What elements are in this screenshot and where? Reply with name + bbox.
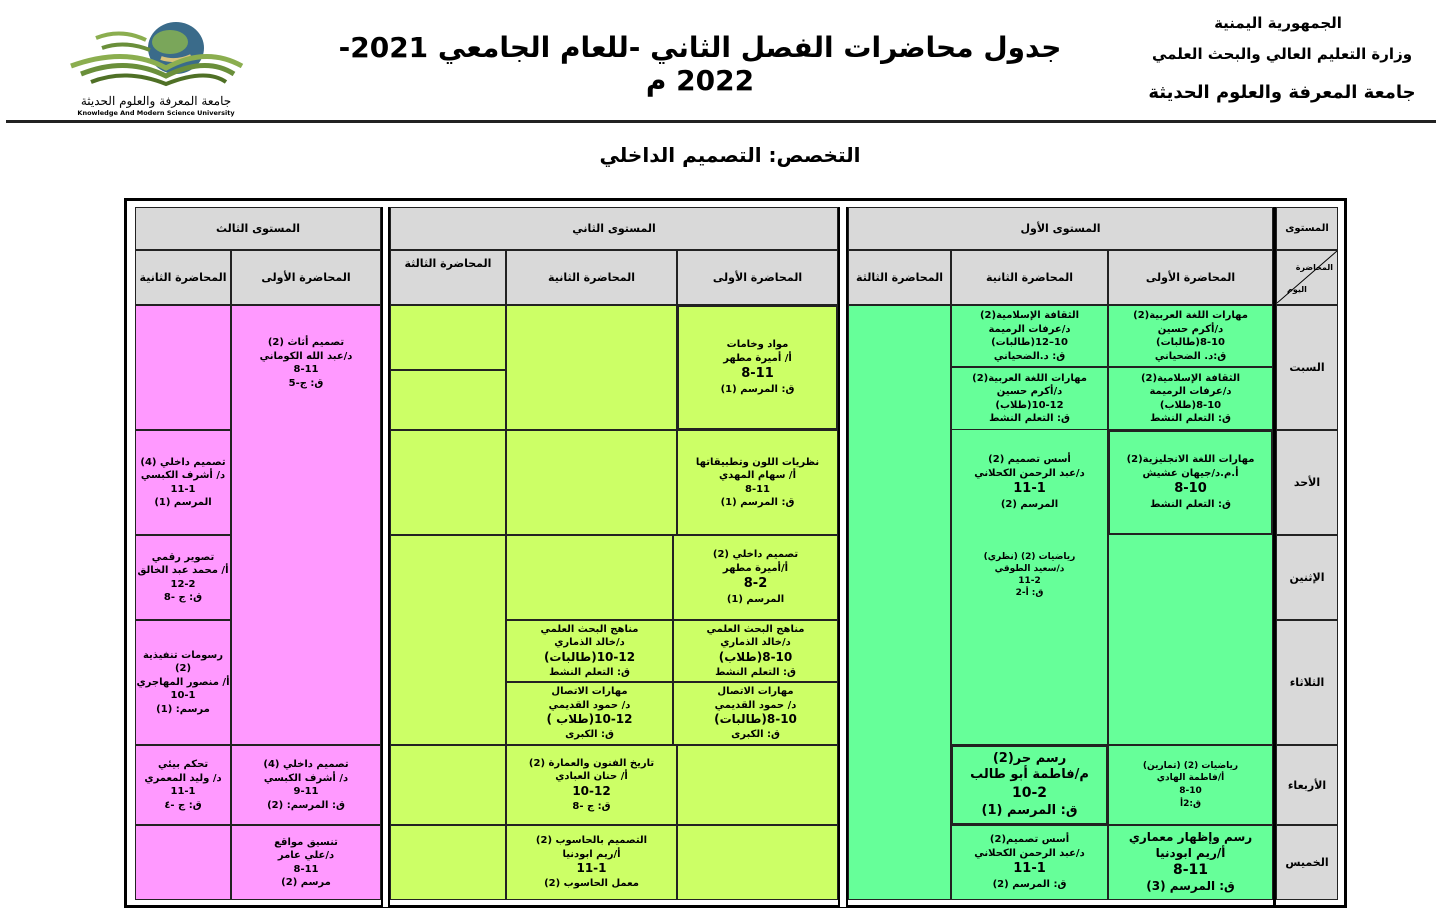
level-2-header: المستوى الثاني (390, 207, 838, 250)
l2-lec1-header: المحاضرة الأولى (677, 250, 838, 305)
l2-lec3-empty (390, 305, 506, 370)
l3-thu-lec2-empty (135, 825, 231, 900)
logo-english-text: Knowledge And Modern Science University (77, 109, 235, 117)
l3-lec1-header: المحاضرة الأولى (231, 250, 381, 305)
day-saturday: السبت (1276, 305, 1338, 430)
l3-wed-lec2: تحكم بيئي د/ وليد المعمري 11-1 ق: ج -٤ (135, 745, 231, 825)
l2-lec2-empty (506, 535, 673, 620)
l1-mon-tue-lec2: رياضيات (2) (نظري) د/سعيد الطوقي 11-2 ق: أ-2 (951, 535, 1108, 745)
l3-sat-lec1: تصميم أثاث (2) د/عبد الله الكوماني 8-11 ق: ج-5 (231, 305, 381, 745)
l1-wed-lec1: رياضيات (2) (تمارين) أ/فاطمة الهادي 8-10 ق:2أ (1108, 745, 1273, 825)
l2-lec3-empty (390, 430, 506, 535)
l1-thu-lec1: رسم وإظهار معماري أ/ريم ابودنيا 8-11 ق: المرسم (3) (1108, 825, 1273, 900)
page-title: جدول محاضرات الفصل الثاني -للعام الجامعي 2021-2022 م (338, 31, 1062, 97)
l2-lec2-empty (506, 305, 677, 430)
l3-thu-lec1: تنسيق مواقع د/علي عامر 8-11 مرسم (2) (231, 825, 381, 900)
l2-tue-lec2-b: مهارات الاتصال د/ حمود القديمي 10-12(طلاب ) ق: الكبرى (506, 682, 673, 745)
l2-tue-lec1-b: مهارات الاتصال د/ حمود القديمي 8-10(طالبات) ق: الكبرى (673, 682, 838, 745)
l1-lec1-header: المحاضرة الأولى (1108, 250, 1273, 305)
l1-lec3-header: المحاضرة الثالثة (848, 250, 951, 305)
day-tuesday: الثلاثاء (1276, 620, 1338, 745)
level-separator (381, 207, 390, 907)
l2-mon-lec1: تصميم داخلي (2) أ/أميرة مطهر 8-2 المرسم (1) (673, 535, 838, 620)
l2-lec2-header: المحاضرة الثانية (506, 250, 677, 305)
l3-sun-lec2: تصميم داخلي (4) د/ أشرف الكبسي 11-1 المرسم (1) (135, 430, 231, 535)
l1-sat-lec1-a: مهارات اللغة العربية(2) د/أكرم حسين 8-10(طالبات) ق:د. الضحياني (1108, 305, 1273, 367)
l2-tue-lec1-a: مناهج البحث العلمي د/خالد الذماري 8-10(طلاب) ق: التعلم النشط (673, 620, 838, 682)
logo-emblem-icon (66, 18, 246, 90)
l3-lec2-header: المحاضرة الثانية (135, 250, 231, 305)
l1-wed-lec2: رسم حر(2) م/فاطمة أبو طالب 10-2 ق: المرسم (1) (951, 745, 1108, 825)
l2-lec3-empty (390, 825, 506, 900)
l2-thu-lec1-empty (677, 825, 838, 900)
l3-sat-lec2-empty (135, 305, 231, 430)
l1-thu-lec2: أسس تصميم(2) د/عبد الرحمن الكحلاني 11-1 ق: المرسم (2) (951, 825, 1108, 900)
l1-sun-lec1: مهارات اللغة الانجليزية(2) أ.م.د/جيهان عشيش 8-10 ق: التعلم النشط (1108, 430, 1273, 535)
level-1-header: المستوى الأول (848, 207, 1273, 250)
l2-thu-lec2: التصميم بالحاسوب (2) أ/ريم ابودنيا 11-1 معمل الحاسوب (2) (506, 825, 677, 900)
logo-arabic-text: جامعة المعرفة والعلوم الحديثة (80, 94, 232, 108)
lecture-day-corner-cell (1276, 250, 1338, 305)
l2-sat-lec1: مواد وخامات أ/ أميرة مطهر 8-11 ق: المرسم (1) (677, 305, 838, 430)
day-monday: الإثنين (1276, 535, 1338, 620)
l2-lec3-header: المحاضرة الثالثة (390, 250, 506, 305)
l2-lec3-empty (390, 745, 506, 825)
level-separator (838, 207, 848, 907)
corner-lecture-label: المحاضرة (1295, 263, 1333, 272)
l1-lec3-column (848, 305, 951, 900)
l1-sun-lec2: أسس تصميم (2) د/عبد الرحمن الكحلاني 11-1 المرسم (2) (951, 430, 1108, 535)
specialty-label: التخصص: التصميم الداخلي (599, 143, 861, 167)
university-logo (66, 18, 246, 118)
l3-wed-lec1: تصميم داخلي (4) د/ أشرف الكبسي 9-11 ق: المرسم: (2) (231, 745, 381, 825)
l2-wed-lec2: تاريخ الفنون والعمارة (2) أ/ حنان العبادي 10-12 ق: ج -8 (506, 745, 677, 825)
diagonal-divider-icon (1277, 251, 1337, 304)
l3-tue-lec2: رسومات تنفيذية (2) أ/ منصور المهاجري 10-1 مرسم: (1) (135, 620, 231, 745)
university-name: جامعة المعرفة والعلوم الحديثة (1148, 81, 1416, 103)
l1-sat-lec1-b: الثقافة الإسلامية(2) د/عرفات الرميمة 8-10(طلاب) ق: التعلم النشط (1108, 367, 1273, 430)
country-name: الجمهورية اليمنية (1214, 14, 1342, 32)
l2-lec3-empty (390, 370, 506, 430)
level-header-cell: المستوى (1276, 207, 1338, 250)
l1-sat-lec2-b: مهارات اللغة العربية(2) د/أكرم حسين 10-12(طلاب) ق: التعلم النشط (951, 367, 1108, 430)
l1-lec2-header: المحاضرة الثانية (951, 250, 1108, 305)
header-divider (6, 120, 1436, 123)
ministry-name: وزارة التعليم العالي والبحث العلمي (1151, 45, 1413, 63)
l2-lec2-empty (506, 430, 677, 535)
l2-lec3-empty (390, 535, 506, 745)
day-sunday: الأحد (1276, 430, 1338, 535)
l3-mon-lec2: تصوير رقمي أ/ محمد عبد الخالق 12-2 ق: ج -8 (135, 535, 231, 620)
corner-day-label: اليوم (1287, 285, 1307, 294)
l1-sat-lec2-a: الثقافة الإسلامية(2) د/عرفات الرميمة 10–12(طالبات) ق: د.الضحياني (951, 305, 1108, 367)
l1-mon-tue-lec1 (1108, 535, 1273, 745)
day-wednesday: الأربعاء (1276, 745, 1338, 825)
l2-wed-lec1-empty (677, 745, 838, 825)
l2-tue-lec2-a: مناهج البحث العلمي د/خالد الذماري 10-12(طالبات) ق: التعلم النشط (506, 620, 673, 682)
level-3-header: المستوى الثالث (135, 207, 381, 250)
l2-sun-lec1: نظريات اللون وتطبيقاتها أ/ سهام المهدي 8-11 ق: المرسم (1) (677, 430, 838, 535)
day-thursday: الخميس (1276, 825, 1338, 900)
